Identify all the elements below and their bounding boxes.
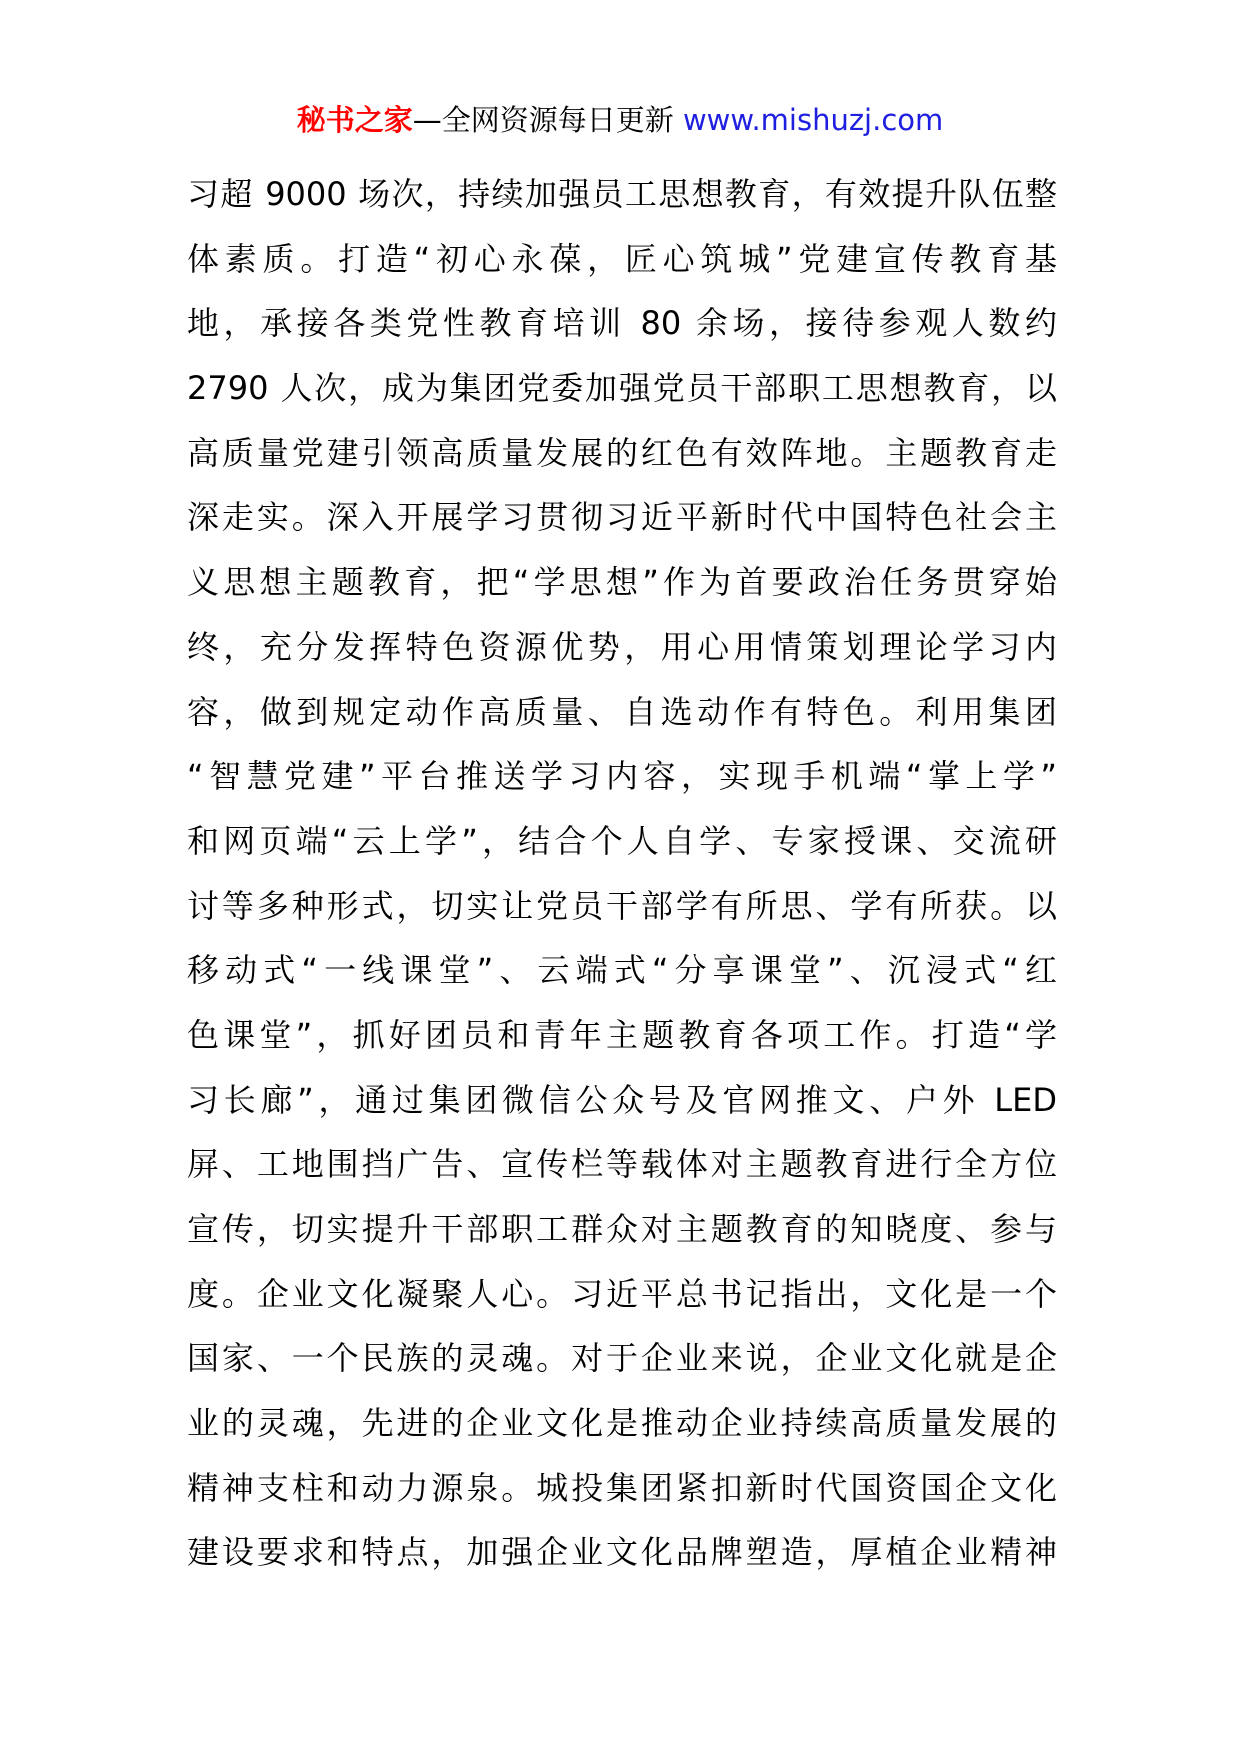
page-header	[0, 100, 1240, 140]
text-line: 体素质。打造“初心永葆，匠心筑城”党建宣传教育基	[187, 239, 1057, 278]
brand-name: 秘书之家	[296, 103, 413, 137]
text-line: 2790 人次，成为集团党委加强党员干部职工思想教育，以	[187, 369, 1057, 408]
text-line: 国家、一个民族的灵魂。对于企业来说，企业文化就是企	[187, 1339, 1057, 1378]
text-line: 屏、工地围挡广告、宣传栏等载体对主题教育进行全方位	[187, 1145, 1057, 1184]
text-line: 义思想主题教育，把“学思想”作为首要政治任务贯穿始	[187, 563, 1057, 602]
text-line: 和网页端“云上学”，结合个人自学、专家授课、交流研	[187, 821, 1057, 860]
text-line: 高质量党建引领高质量发展的红色有效阵地。主题教育走	[187, 433, 1057, 472]
text-line: 习长廊”，通过集团微信公众号及官网推文、户外 LED	[187, 1080, 1057, 1119]
header-tagline: —全网资源每日更新	[412, 103, 683, 137]
text-line: 度。企业文化凝聚人心。习近平总书记指出，文化是一个	[187, 1274, 1057, 1313]
site-url-link[interactable]: www.mishuzj.com	[682, 103, 944, 137]
text-line: 建设要求和特点，加强企业文化品牌塑造，厚植企业精神	[187, 1533, 1057, 1572]
text-line: 终，充分发挥特色资源优势，用心用情策划理论学习内	[187, 627, 1057, 666]
text-line: “智慧党建”平台推送学习内容，实现手机端“掌上学”	[187, 757, 1057, 796]
text-line: 深走实。深入开展学习贯彻习近平新时代中国特色社会主	[187, 498, 1057, 537]
text-line: 地，承接各类党性教育培训 80 余场，接待参观人数约	[187, 304, 1057, 343]
text-line: 精神支柱和动力源泉。城投集团紧扣新时代国资国企文化	[187, 1468, 1057, 1507]
text-line: 移动式“一线课堂”、云端式“分享课堂”、沉浸式“红	[187, 951, 1057, 990]
text-line: 讨等多种形式，切实让党员干部学有所思、学有所获。以	[187, 886, 1057, 925]
text-line: 宣传，切实提升干部职工群众对主题教育的知晓度、参与	[187, 1210, 1057, 1248]
document-body	[187, 162, 1057, 1585]
text-line: 色课堂”，抓好团员和青年主题教育各项工作。打造“学	[187, 1015, 1057, 1054]
text-line: 习超 9000 场次，持续加强员工思想教育，有效提升队伍整	[187, 175, 1057, 213]
text-line: 业的灵魂，先进的企业文化是推动企业持续高质量发展的	[187, 1404, 1057, 1443]
text-line: 容，做到规定动作高质量、自选动作有特色。利用集团	[187, 692, 1057, 731]
